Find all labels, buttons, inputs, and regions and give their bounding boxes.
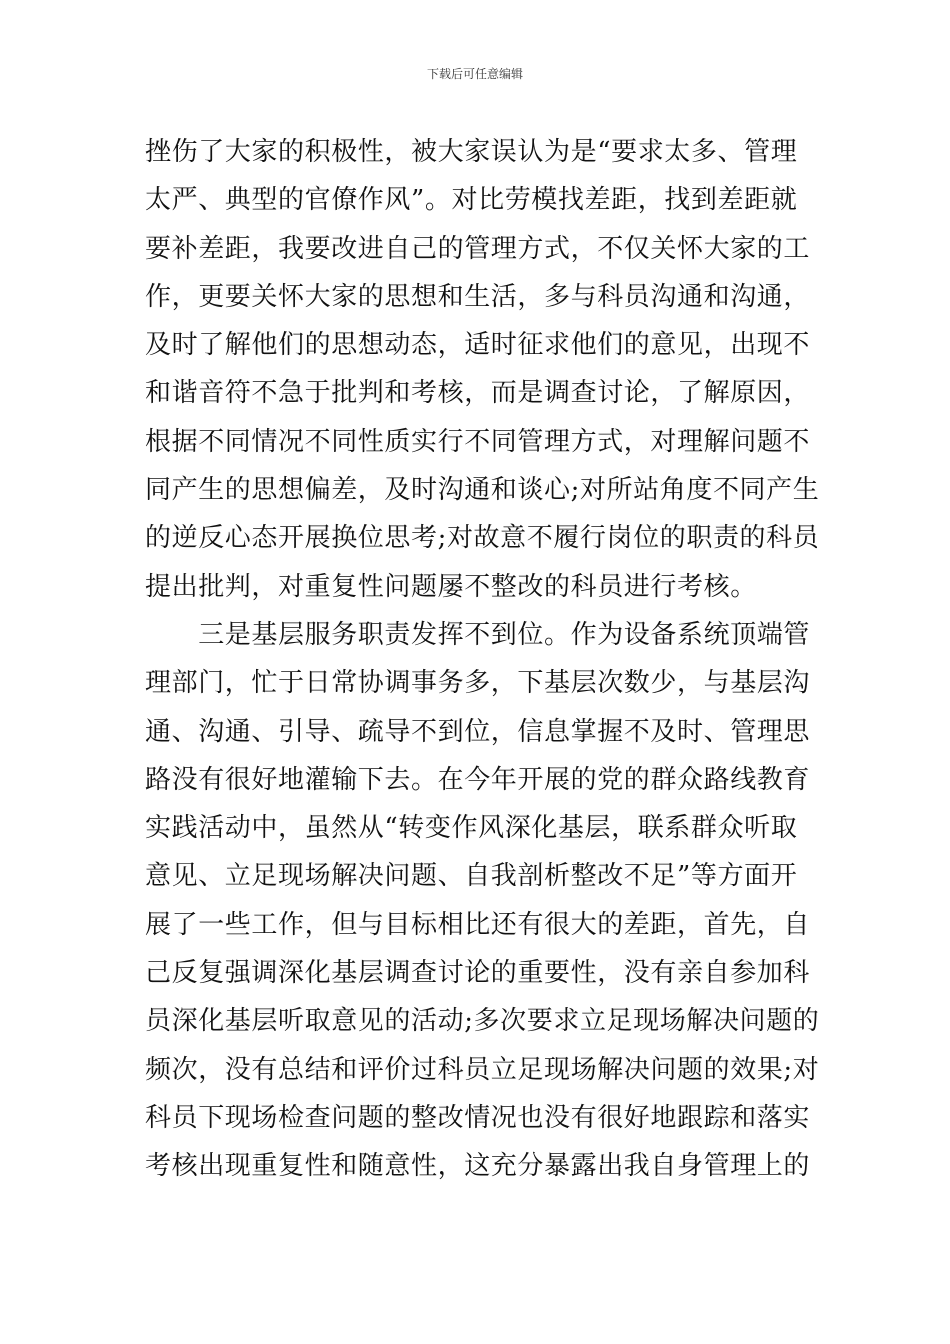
text-line: 展了一些工作，但与目标相比还有很大的差距，首先，自 [145, 909, 811, 940]
text-line: 及时了解他们的思想动态，适时征求他们的意见，出现不 [145, 330, 811, 361]
text-line: 理部门，忙于日常协调事务多，下基层次数少，与基层沟 [145, 668, 811, 699]
text-line: 实践活动中，虽然从“转变作风深化基层，联系群众听取 [145, 813, 798, 844]
text-line: 频次，没有总结和评价过科员立足现场解决问题的效果;对 [145, 1054, 820, 1085]
text-line: 作，更要关怀大家的思想和生活，多与科员沟通和沟通， [145, 281, 811, 312]
page-header: 下载后可任意编辑 [426, 67, 523, 81]
document-body [145, 128, 820, 1191]
text-line: 和谐音符不急于批判和考核，而是调查讨论，了解原因， [145, 378, 811, 409]
text-line: 员深化基层听取意见的活动;多次要求立足现场解决问题的 [145, 1006, 820, 1037]
text-line: 的逆反心态开展换位思考;对故意不履行岗位的职责的科员 [145, 523, 820, 554]
text-line: 己反复强调深化基层调查讨论的重要性，没有亲自参加科 [145, 958, 811, 989]
text-line: 考核出现重复性和随意性，这充分暴露出我自身管理上的 [145, 1151, 811, 1182]
text-line: 同产生的思想偏差，及时沟通和谈心;对所站角度不同产生 [145, 475, 820, 506]
text-line: 根据不同情况不同性质实行不同管理方式，对理解问题不 [145, 426, 811, 457]
text-line: 三是基层服务职责发挥不到位。作为设备系统顶端管 [145, 619, 811, 650]
text-line: 科员下现场检查问题的整改情况也没有很好地跟踪和落实 [145, 1102, 811, 1133]
text-line: 要补差距，我要改进自己的管理方式，不仅关怀大家的工 [145, 233, 811, 264]
text-line: 太严、典型的官僚作风”。对比劳模找差距，找到差距就 [145, 185, 798, 216]
text-line: 挫伤了大家的积极性，被大家误认为是“要求太多、管理 [145, 137, 798, 167]
text-line: 意见、立足现场解决问题、自我剖析整改不足”等方面开 [145, 861, 798, 892]
text-line: 提出批判，对重复性问题屡不整改的科员进行考核。 [145, 571, 757, 602]
text-line: 通、沟通、引导、疏导不到位，信息掌握不及时、管理思 [145, 716, 811, 747]
text-line: 路没有很好地灌输下去。在今年开展的党的群众路线教育 [145, 764, 811, 795]
